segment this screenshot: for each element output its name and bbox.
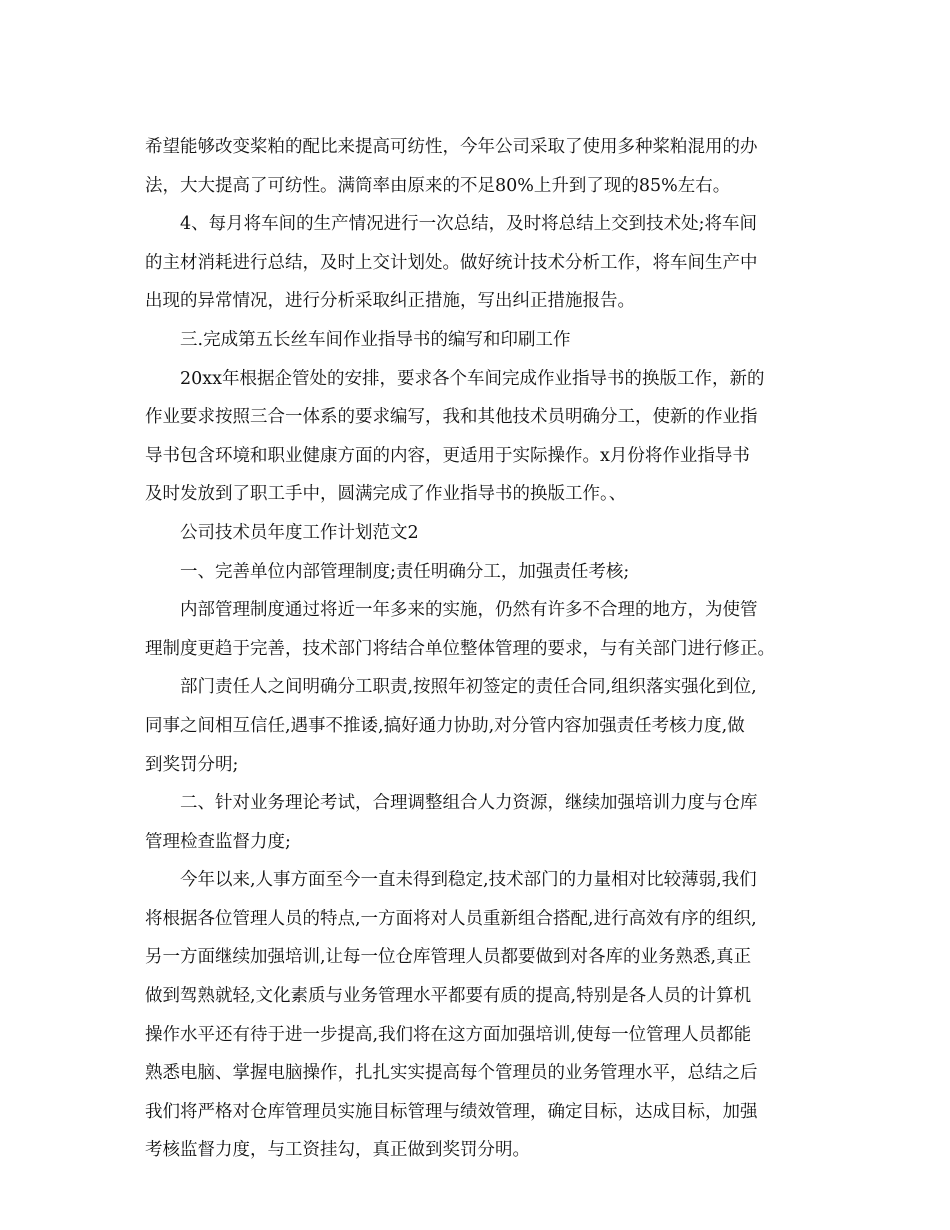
- text-line: 同事之间相互信任,遇事不推诿,搞好通力协助,对分管内容加强责任考核力度,做: [145, 715, 745, 736]
- document-body: [145, 128, 810, 1170]
- text-line: 出现的异常情况，进行分析采取纠正措施，写出纠正措施报告。: [145, 291, 635, 312]
- text-line: 管理检查监督力度;: [145, 831, 291, 852]
- text-line: 及时发放到了职工手中，圆满完成了作业指导书的换版工作。、: [145, 484, 627, 505]
- text-line: 熟悉电脑、掌握电脑操作，扎扎实实提高每个管理员的业务管理水平，总结之后: [145, 1063, 758, 1084]
- text-line: 考核监督力度，与工资挂勾，真正做到奖罚分明。: [145, 1140, 530, 1161]
- text-line: 二、针对业务理论考试，合理调整组合人力资源，继续加强培训力度与仓库: [180, 793, 758, 814]
- text-line: 做到驾熟就轻,文化素质与业务管理水平都要有质的提高,特别是各人员的计算机: [145, 986, 752, 1007]
- text-line: 的主材消耗进行总结，及时上交计划处。做好统计技术分析工作，将车间生产中: [145, 252, 758, 273]
- text-line: 我们将严格对仓库管理员实施目标管理与绩效管理，确定目标，达成目标，加强: [145, 1101, 758, 1122]
- text-line: 部门责任人之间明确分工职责,按照年初签定的责任合同,组织落实强化到位,: [180, 677, 757, 698]
- text-line: 法，大大提高了可纺性。满筒率由原来的不足80%上升到了现的85%左右。: [145, 175, 731, 196]
- text-line: 操作水平还有待于进一步提高,我们将在这方面加强培训,使每一位管理人员都能: [145, 1024, 752, 1045]
- text-line: 三.完成第五长丝车间作业指导书的编写和印刷工作: [180, 329, 571, 350]
- text-line: 4、每月将车间的生产情况进行一次总结，及时将总结上交到技术处;将车间: [180, 214, 758, 235]
- text-line: 20xx年根据企管处的安排，要求各个车间完成作业指导书的换版工作，新的: [180, 368, 765, 389]
- text-line: 将根据各位管理人员的特点,一方面将对人员重新组合搭配,进行高效有序的组织,: [145, 908, 757, 929]
- text-line: 导书包含环境和职业健康方面的内容，更适用于实际操作。x月份将作业指导书: [145, 445, 750, 466]
- text-line: 今年以来,人事方面至今一直未得到稳定,技术部门的力量相对比较薄弱,我们: [180, 870, 757, 891]
- text-line: 内部管理制度通过将近一年多来的实施，仍然有许多不合理的地方，为使管: [180, 600, 758, 621]
- text-line: 理制度更趋于完善，技术部门将结合单位整体管理的要求，与有关部门进行修正。: [145, 638, 775, 659]
- text-line: 另一方面继续加强培训,让每一位仓库管理人员都要做到对各库的业务熟悉,真正: [145, 947, 752, 968]
- text-line: 公司技术员年度工作计划范文2: [180, 522, 419, 543]
- text-line: 希望能够改变桨粕的配比来提高可纺性，今年公司采取了使用多种桨粕混用的办: [145, 137, 758, 157]
- text-line: 作业要求按照三合一体系的要求编写，我和其他技术员明确分工，使新的作业指: [145, 407, 758, 428]
- text-line: 到奖罚分明;: [145, 754, 239, 775]
- text-line: 一、完善单位内部管理制度;责任明确分工，加强责任考核;: [180, 561, 630, 582]
